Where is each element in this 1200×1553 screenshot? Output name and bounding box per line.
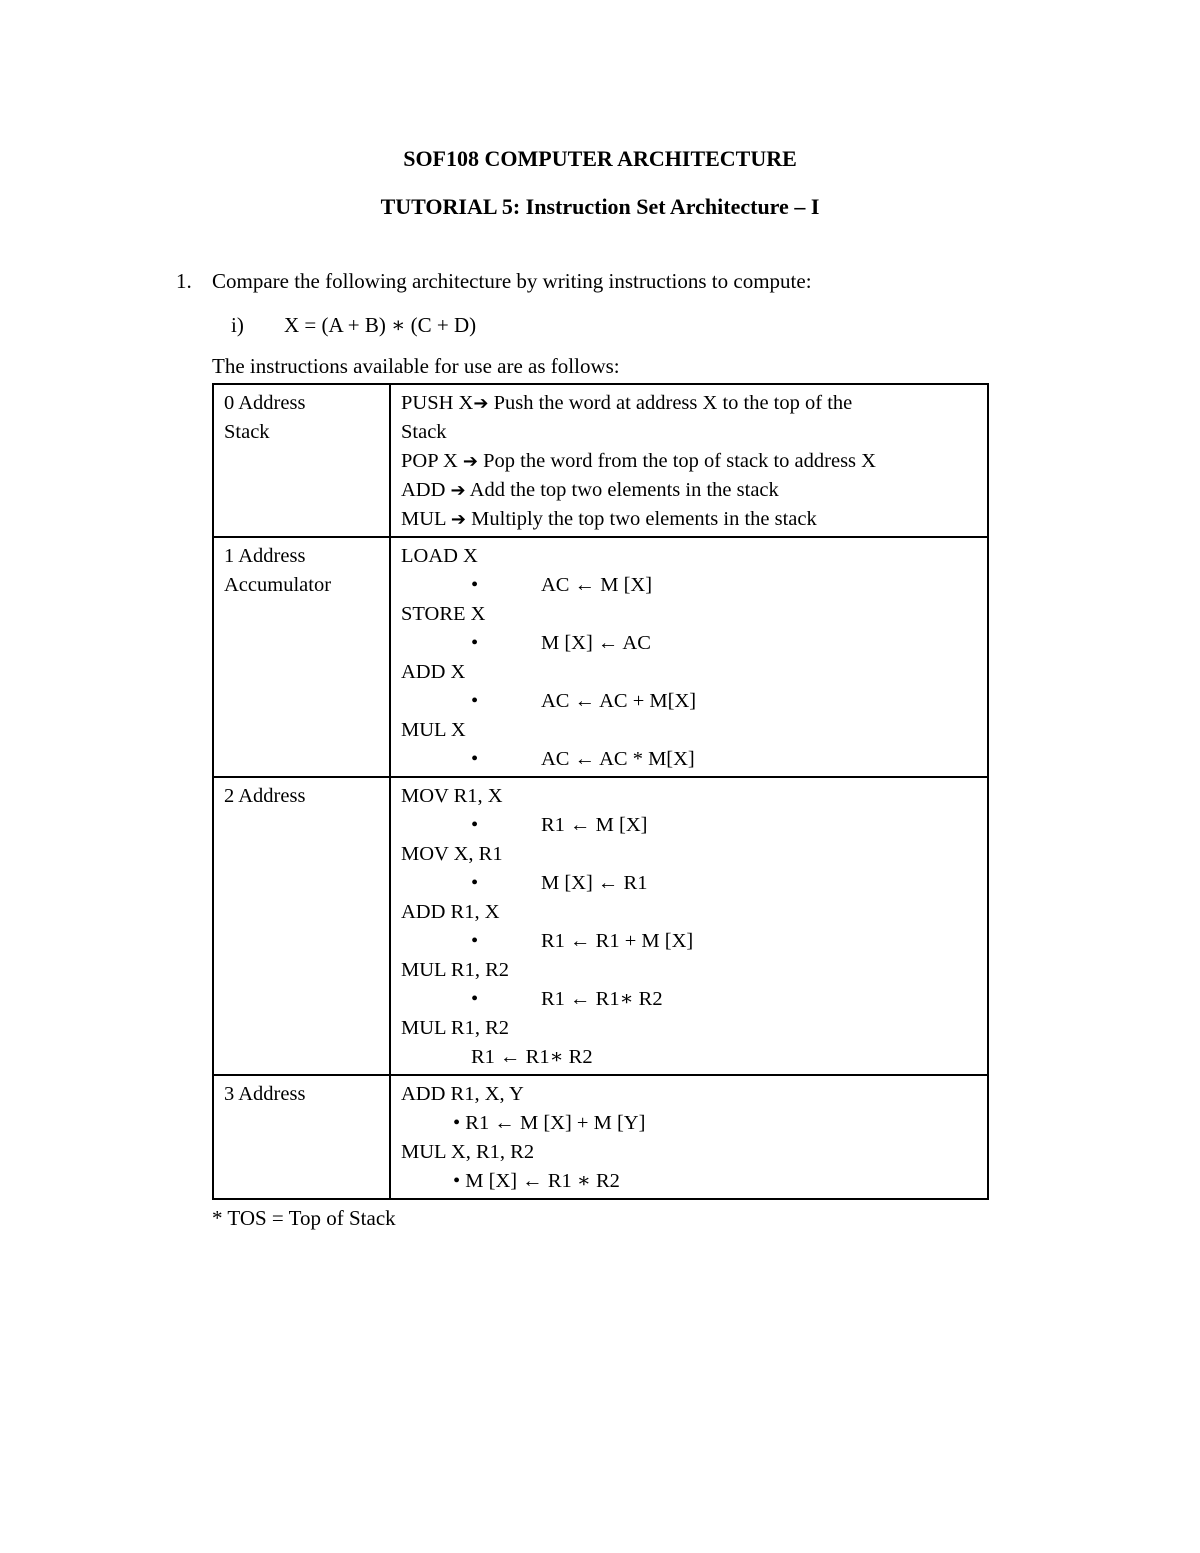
instruction-desc: Add the top two elements in the stack (465, 479, 779, 501)
arrow-icon: ➔ (462, 451, 478, 472)
instruction-op: MUL X, R1, R2 (401, 1141, 535, 1163)
arch-name: 2 Address (224, 785, 306, 807)
instruction-op: ADD (401, 479, 451, 501)
instructions-cell (390, 384, 988, 537)
instruction-effect: • M [X] ← R1 ∗ R2 (453, 1170, 620, 1192)
instruction-desc: Pop the word from the top of stack to address X (478, 450, 876, 472)
arrow-icon: ➔ (450, 509, 467, 530)
instruction-op: MOV X, R1 (401, 843, 503, 865)
instruction-desc: Push the word at address X to the top of the (488, 392, 853, 414)
arch-name: 0 Address (224, 392, 306, 414)
table-row (213, 537, 988, 777)
sub-question-expression: X = (A + B) ∗ (C + D) (284, 313, 477, 337)
bullet-icon: • (471, 574, 479, 596)
table-intro: The instructions available for use are as follows: (212, 354, 620, 378)
arch-name: 1 Address (224, 545, 306, 567)
question-number: 1. (176, 269, 192, 293)
course-title: SOF108 COMPUTER ARCHITECTURE (403, 146, 797, 171)
bullet-icon: • (471, 988, 479, 1010)
bullet-icon: • (471, 690, 479, 712)
instruction-op: ADD R1, X, Y (401, 1083, 524, 1105)
instruction-effect: • AC ← AC * M[X] (401, 745, 977, 774)
arch-type: Stack (224, 421, 270, 443)
instructions-cell (390, 777, 988, 1075)
instruction-effect: • M [X] ← R1 (401, 869, 977, 898)
table-row (213, 1075, 988, 1199)
bullet-icon: • (471, 748, 479, 770)
arch-cell (213, 1075, 390, 1199)
arch-type: Accumulator (224, 574, 332, 596)
instruction-op: POP X (401, 450, 463, 472)
bullet-icon: • (471, 632, 479, 654)
bullet-icon: • (471, 814, 479, 836)
instruction-op: MUL R1, R2 (401, 1017, 510, 1039)
instruction-op: MOV R1, X (401, 785, 503, 807)
instruction-effect: R1 ← R1∗ R2 (471, 1046, 593, 1068)
instruction-line (401, 476, 977, 505)
instruction-effect: • AC ← M [X] (401, 571, 977, 600)
instruction-line (401, 505, 977, 534)
instruction-effect: • R1 ← R1 + M [X] (401, 927, 977, 956)
instruction-op: MUL X (401, 719, 466, 741)
instruction-line (401, 389, 977, 418)
instruction-effect: • AC ← AC + M[X] (401, 687, 977, 716)
instruction-op: ADD R1, X (401, 901, 500, 923)
arch-cell (213, 537, 390, 777)
instructions-cell (390, 537, 988, 777)
instruction-op: MUL (401, 508, 451, 530)
instruction-effect: • M [X] ← AC (401, 629, 977, 658)
instruction-op: MUL R1, R2 (401, 959, 510, 981)
instruction-op: LOAD X (401, 545, 478, 567)
question-text: Compare the following architecture by writing instructions to compute: (212, 269, 812, 293)
instructions-cell (390, 1075, 988, 1199)
bullet-icon: • (471, 872, 479, 894)
instruction-table (212, 383, 989, 1200)
instruction-op: STORE X (401, 603, 486, 625)
instruction-desc-cont: Stack (401, 421, 447, 443)
footnote: * TOS = Top of Stack (212, 1206, 396, 1230)
bullet-icon: • (471, 930, 479, 952)
instruction-effect: • R1 ← M [X] + M [Y] (453, 1112, 646, 1134)
table-row (213, 777, 988, 1075)
arch-cell (213, 777, 390, 1075)
instruction-op: PUSH X (401, 392, 474, 414)
arrow-icon: ➔ (473, 393, 489, 414)
instruction-effect: • R1 ← R1∗ R2 (401, 985, 977, 1014)
tutorial-title: TUTORIAL 5: Instruction Set Architecture – I (380, 194, 820, 219)
arch-name: 3 Address (224, 1083, 306, 1105)
instruction-desc: Multiply the top two elements in the stack (466, 508, 817, 530)
instruction-line (401, 447, 977, 476)
sub-question-number: i) (231, 313, 244, 337)
arch-cell (213, 384, 390, 537)
instruction-effect: • R1 ← M [X] (401, 811, 977, 840)
instruction-op: ADD X (401, 661, 466, 683)
table-row (213, 384, 988, 537)
arrow-icon: ➔ (450, 480, 466, 501)
